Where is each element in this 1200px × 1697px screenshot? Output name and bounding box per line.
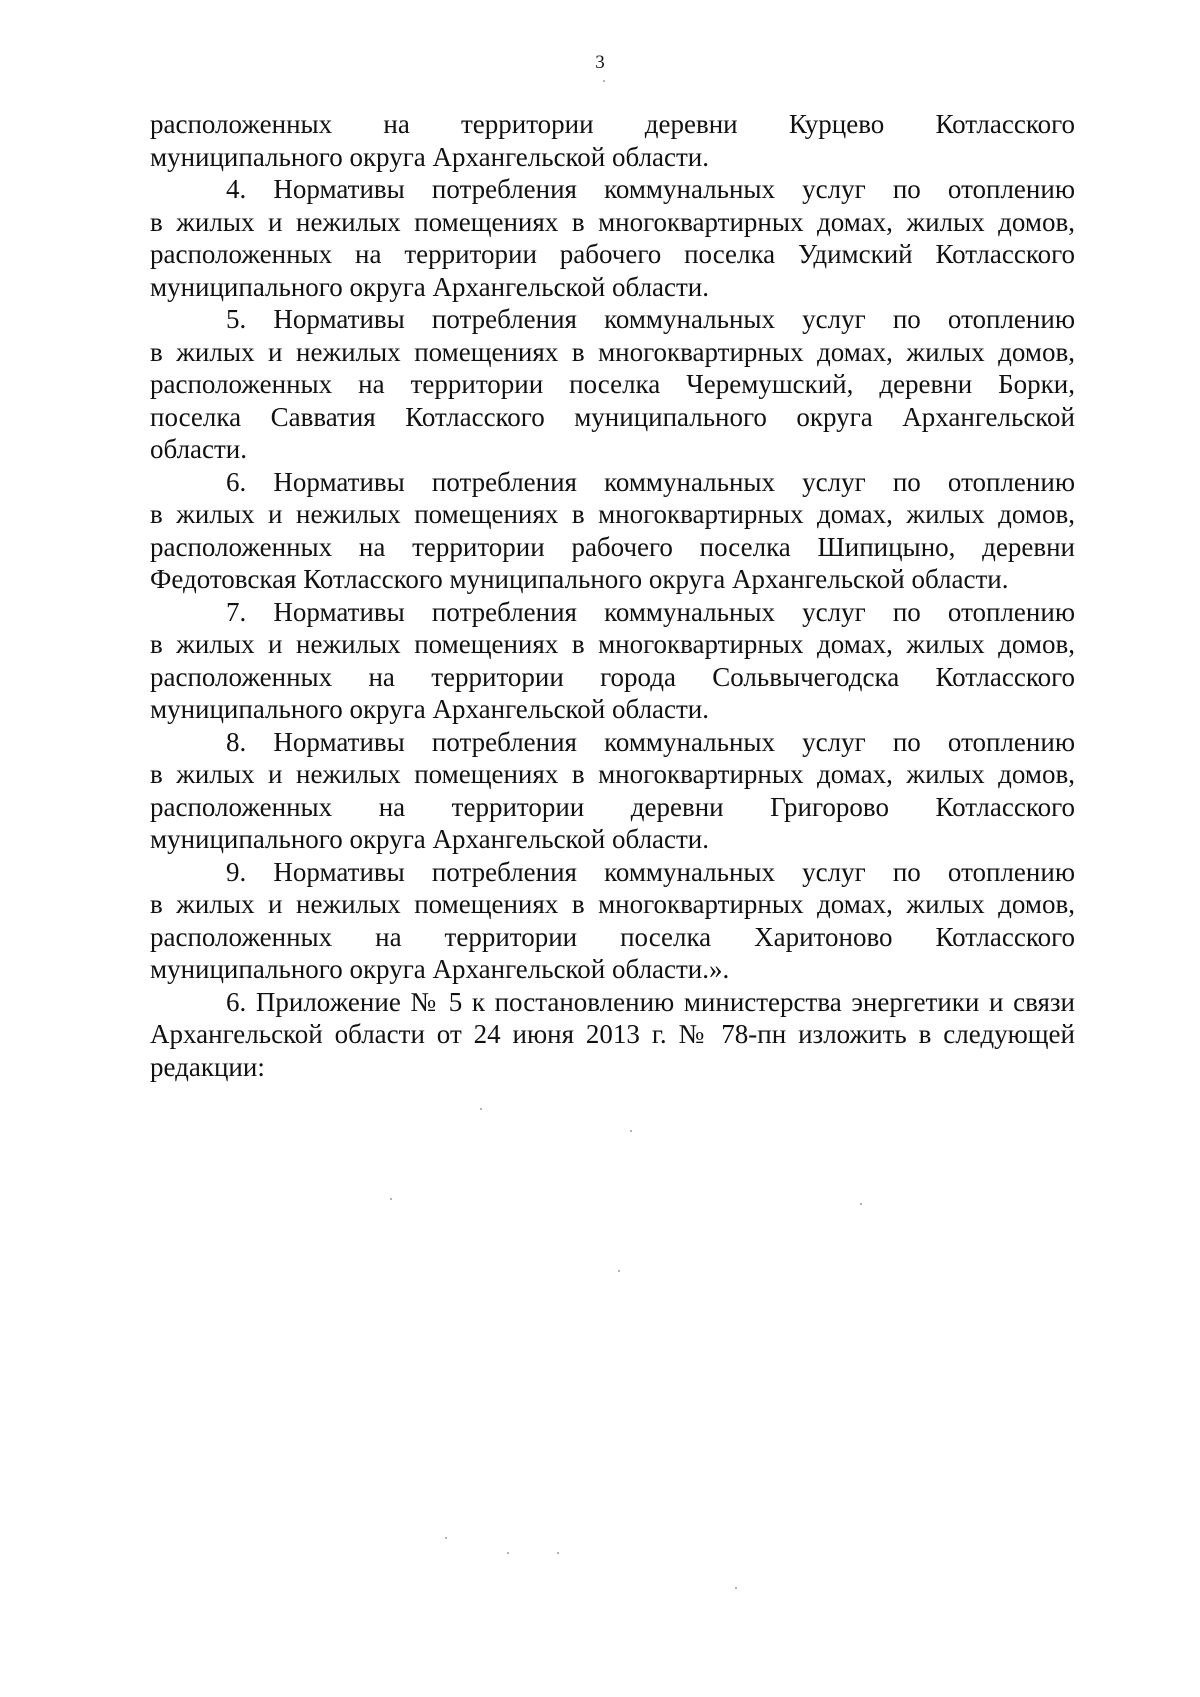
text-line: поселка Савватия Котласского муниципального округа Архангельской xyxy=(150,401,1075,432)
paragraph-item-5 xyxy=(150,303,1075,466)
text-line: 6. Нормативы потребления коммунальных услуг по отоплению xyxy=(226,466,1075,497)
scan-speck xyxy=(507,1552,509,1554)
scan-speck xyxy=(860,1203,862,1205)
text-line: области. xyxy=(150,434,248,464)
text-line: в жилых и нежилых помещениях в многоквартирных домах, жилых домов, xyxy=(150,206,1075,237)
text-line: расположенных на территории деревни Григорово Котласского xyxy=(150,791,1075,822)
text-line: муниципального округа Архангельской области. xyxy=(150,694,710,724)
text-line: Федотовская Котласского муниципального округа Архангельской области. xyxy=(150,564,1009,594)
scan-speck xyxy=(480,1108,482,1110)
text-line: в жилых и нежилых помещениях в многоквартирных домах, жилых домов, xyxy=(150,336,1075,367)
paragraph-item-4 xyxy=(150,173,1075,303)
text-line: 9. Нормативы потребления коммунальных услуг по отоплению xyxy=(226,856,1075,887)
text-line: расположенных на территории поселка Черемушский, деревни Борки, xyxy=(150,369,1075,399)
paragraph-clause-6 xyxy=(150,986,1075,1084)
paragraph-item-8 xyxy=(150,726,1075,856)
scan-speck xyxy=(735,1587,737,1589)
text-line: в жилых и нежилых помещениях в многоквартирных домах, жилых домов, xyxy=(150,499,1075,529)
scan-speck xyxy=(603,80,605,82)
paragraph-item-9 xyxy=(150,856,1075,986)
text-line: 5. Нормативы потребления коммунальных услуг по отоплению xyxy=(226,304,1075,334)
document-body xyxy=(150,108,1075,1083)
text-line: в жилых и нежилых помещениях в многоквартирных домах, жилых домов, xyxy=(150,889,1075,919)
text-line: муниципального округа Архангельской области.». xyxy=(150,954,730,984)
text-line: расположенных на территории поселка Харитоново Котласского xyxy=(150,921,1075,952)
text-line: расположенных на территории города Сольвычегодска Котласского xyxy=(150,661,1075,692)
paragraph-item-6 xyxy=(150,466,1075,596)
paragraph-continuation xyxy=(150,108,1075,173)
text-line: муниципального округа Архангельской области. xyxy=(150,824,710,854)
text-line: расположенных на территории деревни Курцево Котласского xyxy=(150,109,1075,139)
scan-speck xyxy=(630,1130,632,1132)
page-number: 3 xyxy=(595,52,605,73)
text-line: в жилых и нежилых помещениях в многоквартирных домах, жилых домов, xyxy=(150,759,1075,789)
text-line: Архангельской области от 24 июня 2013 г. № 78-пн изложить в следующей xyxy=(150,1019,1075,1049)
text-line: муниципального округа Архангельской области. xyxy=(150,271,710,302)
text-line: в жилых и нежилых помещениях в многоквартирных домах, жилых домов, xyxy=(150,629,1075,659)
scan-speck xyxy=(557,1552,559,1554)
text-line: муниципального округа Архангельской области. xyxy=(150,141,710,172)
text-line: расположенных на территории рабочего поселка Удимский Котласского xyxy=(150,239,1075,269)
text-line: 8. Нормативы потребления коммунальных услуг по отоплению xyxy=(226,726,1075,757)
text-line: 6. Приложение № 5 к постановлению министерства энергетики и связи xyxy=(226,986,1075,1017)
paragraph-item-7 xyxy=(150,596,1075,726)
scan-speck xyxy=(618,1270,620,1272)
text-line: редакции: xyxy=(150,1051,265,1082)
text-line: 4. Нормативы потребления коммунальных услуг по отоплению xyxy=(226,174,1075,204)
text-line: расположенных на территории рабочего поселка Шипицыно, деревни xyxy=(150,531,1075,562)
text-line: 7. Нормативы потребления коммунальных услуг по отоплению xyxy=(226,596,1075,627)
scan-speck xyxy=(390,1198,392,1200)
scan-speck xyxy=(445,1537,447,1539)
